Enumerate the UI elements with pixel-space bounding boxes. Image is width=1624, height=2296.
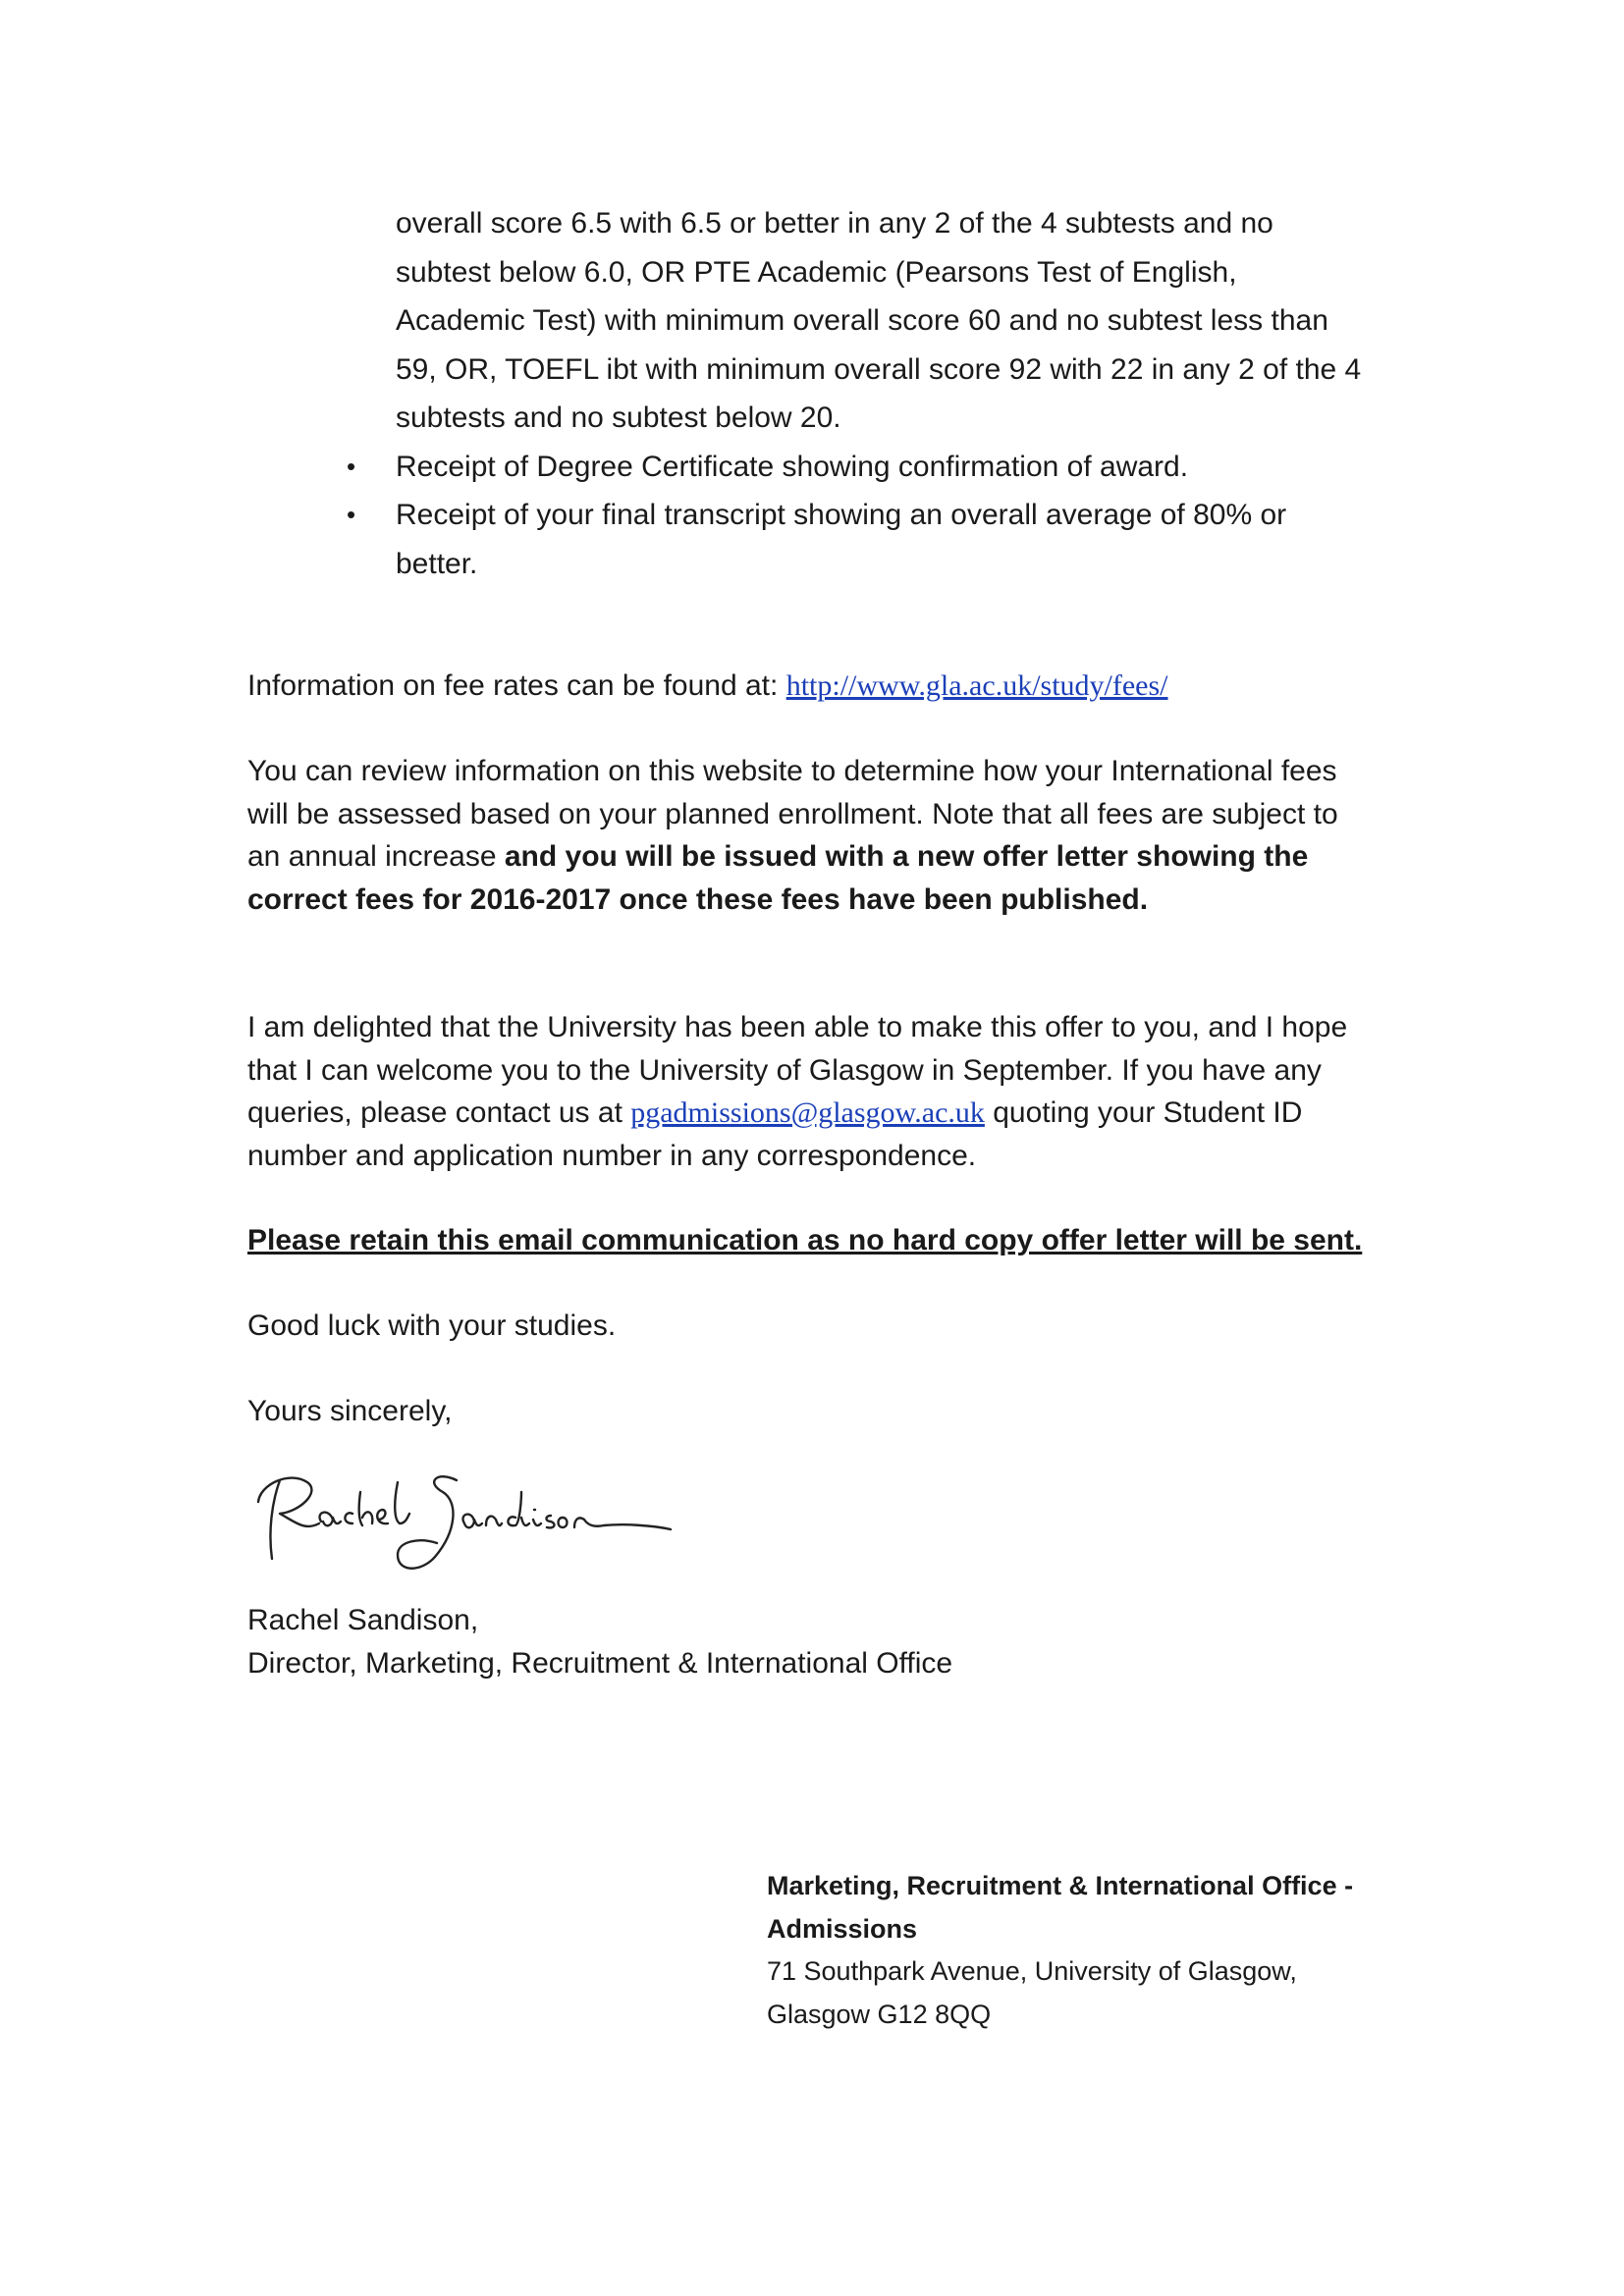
- review-paragraph: [247, 750, 1406, 921]
- email-link[interactable]: pgadmissions@glasgow.ac.uk: [630, 1096, 985, 1129]
- delighted-line-before: queries, please contact us at: [247, 1096, 631, 1129]
- requirement-line: Academic Test) with minimum overall score 60 and no subtest less than: [396, 304, 1328, 337]
- closing-paragraph: [247, 1390, 1406, 1433]
- delighted-line: number and application number in any correspondence.: [247, 1139, 977, 1172]
- requirement-line: overall score 6.5 with 6.5 or better in any 2 of the 4 subtests and no: [396, 207, 1273, 240]
- requirement-line: 59, OR, TOEFL ibt with minimum overall score 92 with 22 in any 2 of the 4: [396, 352, 1362, 386]
- good-luck-text: Good luck with your studies.: [247, 1309, 617, 1342]
- review-line-plain: an annual increase: [247, 840, 505, 873]
- delighted-line: I am delighted that the University has been able to make this offer to you, and I hope: [247, 1011, 1348, 1043]
- bullet-icon: •: [347, 500, 356, 529]
- signer-title: Director, Marketing, Recruitment & International Office: [247, 1646, 953, 1680]
- requirements-block: [347, 199, 1407, 588]
- address-street: 71 Southpark Avenue, University of Glasgow,: [767, 1956, 1297, 1986]
- address-dept-line: Admissions: [767, 1913, 918, 1944]
- review-line: will be assessed based on your planned enrollment. Note that all fees are subject to: [247, 797, 1338, 830]
- good-luck-paragraph: [247, 1305, 1406, 1348]
- signer-block: [247, 1599, 1406, 1684]
- requirements-bullet-list: [347, 443, 1407, 589]
- fees-link[interactable]: http://www.gla.ac.uk/study/fees/: [785, 669, 1168, 702]
- review-line-bold: correct fees for 2016-2017 once these fees have been published.: [247, 882, 1149, 916]
- closing-text: Yours sincerely,: [247, 1395, 453, 1427]
- bullet-text: better.: [396, 547, 478, 580]
- delighted-line: that I can welcome you to the University of Glasgow in September. If you have any: [247, 1053, 1322, 1087]
- review-line-bold: and you will be issued with a new offer letter showing the: [504, 840, 1309, 873]
- requirement-line: subtests and no subtest below 20.: [396, 401, 841, 434]
- fees-intro-text: Information on fee rates can be found at:: [247, 669, 786, 702]
- requirement-line: subtest below 6.0, OR PTE Academic (Pearsons Test of English,: [396, 255, 1237, 289]
- office-address: [767, 1865, 1435, 2036]
- delighted-line-after: quoting your Student ID: [984, 1096, 1303, 1129]
- list-item: [347, 491, 1407, 588]
- delighted-paragraph: [247, 1006, 1406, 1177]
- handwritten-signature: [250, 1463, 673, 1590]
- list-item: [347, 443, 1407, 492]
- address-dept-line: Marketing, Recruitment & International Office -: [767, 1871, 1354, 1900]
- retain-notice: Please retain this email communication as no hard copy offer letter will be sent.: [247, 1224, 1363, 1256]
- bullet-icon: •: [347, 451, 356, 481]
- address-city: Glasgow G12 8QQ: [767, 1999, 992, 2029]
- review-line: You can review information on this website to determine how your International fees: [247, 755, 1337, 787]
- bullet-text: Receipt of Degree Certificate showing confirmation of award.: [396, 450, 1189, 483]
- retain-paragraph: [247, 1219, 1406, 1262]
- fees-paragraph: [247, 665, 1406, 708]
- bullet-text: Receipt of your final transcript showing an overall average of 80% or: [396, 499, 1287, 531]
- signer-name: Rachel Sandison,: [247, 1604, 479, 1636]
